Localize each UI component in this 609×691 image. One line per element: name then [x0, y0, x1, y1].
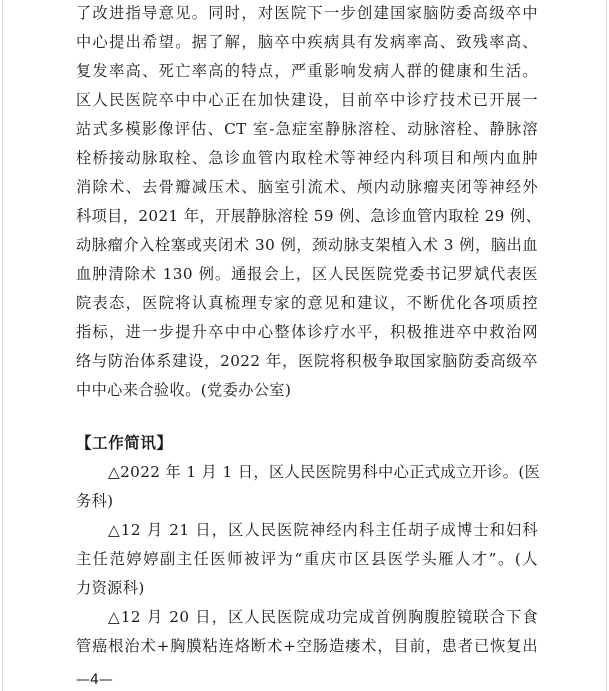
section-heading: 【工作简讯】 — [76, 434, 173, 452]
paragraph-line: 指标，进一步提升卒中中心整体诊疗水平，积极推进卒中救治网 — [76, 323, 538, 341]
brief-line: 力资源科) — [76, 579, 145, 597]
paragraph-line: 区人民医院卒中中心正在加快建设，目前卒中诊疗技术已开展一 — [76, 91, 538, 109]
brief-line: △2022 年 1 月 1 日，区人民医院男科中心正式成立开诊。(医 — [108, 463, 541, 481]
paragraph-line: 院表态，医院将认真梳理专家的意见和建议，不断优化各项质控 — [76, 294, 538, 312]
paragraph-line: 了改进指导意见。同时，对医院下一步创建国家脑防委高级卒中 — [76, 4, 538, 22]
paragraph-line: 栓桥接动脉取栓、急诊血管内取栓术等神经内科项目和颅内血肿 — [76, 149, 538, 167]
paragraph-line: 血肿清除术 130 例。通报会上，区人民医院党委书记罗斌代表医 — [76, 265, 538, 283]
page-edge-left — [2, 0, 3, 691]
brief-line: △12 月 20 日，区人民医院成功完成首例胸腹腔镜联合下食 — [108, 608, 538, 626]
paragraph-line: 站式多模影像评估、CT 室-急症室静脉溶栓、动脉溶栓、静脉溶 — [76, 120, 538, 138]
brief-line: 务科) — [76, 492, 114, 510]
paragraph-line: 科项目，2021 年，开展静脉溶栓 59 例、急诊血管内取栓 29 例、 — [76, 207, 542, 225]
paragraph-line: 中心提出希望。据了解，脑卒中疾病具有发病率高、致残率高、 — [76, 33, 538, 51]
page-edge-right — [606, 0, 607, 691]
paragraph-line: 消除术、去骨瓣减压术、脑室引流术、颅内动脉瘤夹闭等神经外 — [76, 178, 538, 196]
paragraph-line: 复发率高、死亡率高的特点，严重影响发病人群的健康和生活。 — [76, 62, 538, 80]
page-number: —4— — [76, 672, 113, 688]
paragraph-line: 中中心来合验收。(党委办公室) — [76, 381, 292, 399]
brief-line: 管癌根治术+胸膜粘连烙断术+空肠造瘘术，目前，患者已恢复出 — [76, 637, 538, 655]
brief-line: △12 月 21 日，区人民医院神经内科主任胡子成博士和妇科 — [108, 521, 538, 539]
paragraph-line: 络与防治体系建设，2022 年，医院将积极争取国家脑防委高级卒 — [76, 352, 538, 370]
paragraph-line: 动脉瘤介入栓塞或夹闭术 30 例，颈动脉支架植入术 3 例，脑出血 — [76, 236, 538, 254]
brief-line: 主任范婷婷副主任医师被评为“重庆市区县医学头雁人才”。(人 — [76, 550, 538, 568]
